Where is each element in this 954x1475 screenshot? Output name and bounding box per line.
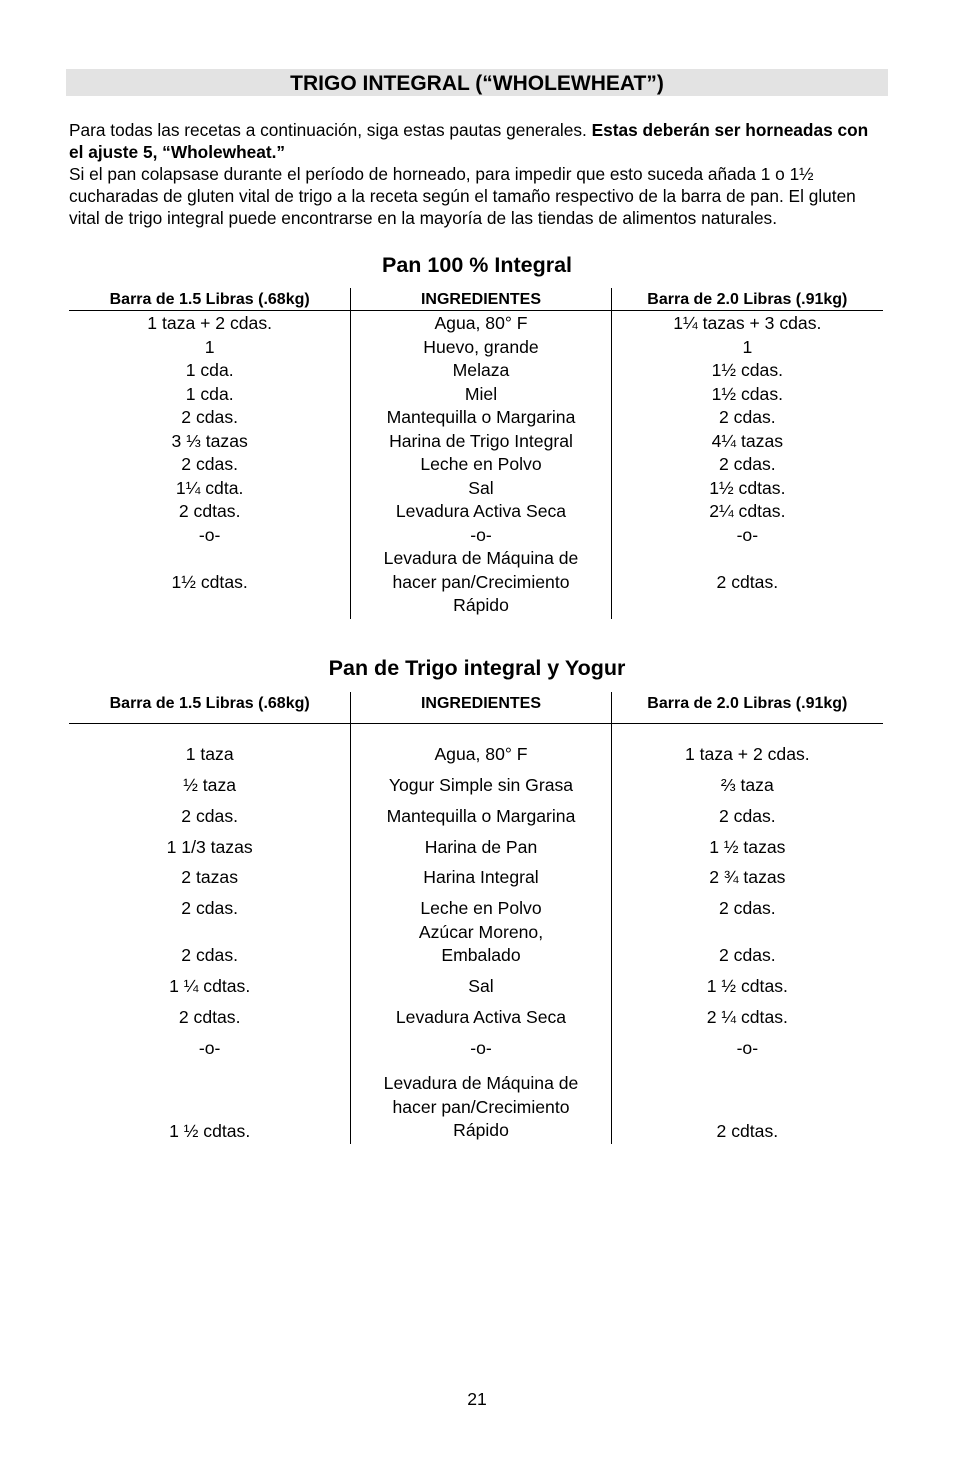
amount-cell: 1 xyxy=(204,336,215,357)
amount-cell: 2 ¼ cdtas. xyxy=(706,1006,788,1027)
amount-cell: -o- xyxy=(198,524,221,545)
amount-cell: ⅔ taza xyxy=(720,775,774,796)
recipe-title-trigo-yogur: Pan de Trigo integral y Yogur xyxy=(328,656,626,680)
ingredient-cell: Miel xyxy=(464,383,498,404)
intro-paragraph-2: Si el pan colapsase durante el período de horneado, para impedir que esto suceda añada 1 o 1½ cucharadas de gluten vital de trigo a la receta según el tamaño respectivo de la barra de pan. El gluten vital de trigo integral puede encontrarse en la mayoría de las tiendas de alimentos naturales. xyxy=(69,164,856,228)
intro-text xyxy=(69,119,884,229)
amount-cell: 1 ½ tazas xyxy=(709,836,786,857)
column-1-5-lb xyxy=(69,724,350,1144)
table-body xyxy=(69,311,883,619)
amount-cell: 2 cdas. xyxy=(181,454,239,474)
amount-text: 1½ cdtas. xyxy=(171,571,248,592)
amount-cell: 1 taza + 2 cdas. xyxy=(684,744,810,765)
recipe-title-100-integral: Pan 100 % Integral xyxy=(382,253,572,277)
amount-cell: ½ taza xyxy=(183,775,237,796)
ingredient-cell: Mantequilla o Margarina xyxy=(386,805,576,826)
amount-cell: 2 cdas. xyxy=(718,805,776,826)
amount-cell: 1 taza + 2 cdas. xyxy=(147,313,272,333)
amount-cell: -o- xyxy=(736,524,759,545)
amount-text: 2 cdtas. xyxy=(716,571,779,592)
amount-cell: 2 cdas. xyxy=(181,945,239,966)
header-2-0-lb: Barra de 2.0 Libras (.91kg) xyxy=(611,692,883,723)
column-1-5-lb xyxy=(69,311,350,619)
amount-cell: 2 cdas. xyxy=(181,898,239,919)
amount-cell: 4¼ tazas xyxy=(711,430,784,451)
amount-cell: 1 ¼ cdtas. xyxy=(169,976,251,997)
recipe-table-trigo-yogur xyxy=(69,692,883,1144)
ingredient-cell: Azúcar Moreno, Embalado xyxy=(418,921,544,966)
header-ingredients: INGREDIENTES xyxy=(350,692,610,723)
amount-cell: 1½ cdas. xyxy=(711,360,784,380)
amount-cell: 2 cdas. xyxy=(181,805,239,826)
section-title: TRIGO INTEGRAL (“WHOLEWHEAT”) xyxy=(66,69,888,96)
amount-cell xyxy=(69,547,350,618)
amount-cell: 1 ½ cdtas. xyxy=(169,1120,251,1141)
amount-cell: -o- xyxy=(736,1037,759,1058)
amount-cell: 1 xyxy=(742,336,753,357)
amount-cell: 2 cdtas. xyxy=(716,1120,779,1141)
intro-bold-instruction: Estas deberán ser horneadas con el ajuste 5, “Wholewheat.” xyxy=(69,120,869,162)
header-2-0-lb: Barra de 2.0 Libras (.91kg) xyxy=(611,288,883,310)
ingredient-cell: Harina de Trigo Integral xyxy=(389,430,573,451)
intro-paragraph-1 xyxy=(69,119,884,163)
amount-cell: 2 cdas. xyxy=(718,407,776,427)
amount-cell: 2 cdas. xyxy=(718,454,776,474)
ingredient-cell: Levadura de Máquina de hacer pan/Crecimiento Rápido xyxy=(383,548,579,615)
amount-cell: 2 cdtas. xyxy=(178,1006,241,1027)
amount-cell: 1 cda. xyxy=(185,360,234,380)
ingredient-cell: Harina de Pan xyxy=(424,836,538,857)
page-number: 21 xyxy=(467,1389,487,1409)
table-header xyxy=(69,692,883,724)
column-ingredients xyxy=(350,724,610,1144)
ingredient-cell: Huevo, grande xyxy=(423,336,539,357)
table-header xyxy=(69,288,883,311)
ingredient-cell: Leche en Polvo xyxy=(420,898,542,919)
amount-cell: 2 cdtas. xyxy=(178,501,241,521)
amount-cell: 2 tazas xyxy=(181,867,239,888)
amount-cell: 3 ⅓ tazas xyxy=(171,430,248,451)
table-body xyxy=(69,724,883,1144)
amount-cell: 1½ cdas. xyxy=(711,383,784,404)
amount-cell: 2 ¾ tazas xyxy=(709,867,786,888)
amount-cell: 1¼ tazas + 3 cdas. xyxy=(673,313,822,333)
ingredient-cell: Sal xyxy=(468,477,494,498)
ingredient-cell: Leche en Polvo xyxy=(420,454,542,474)
ingredient-cell: Agua, 80° F xyxy=(434,313,528,333)
ingredient-cell: Sal xyxy=(468,976,494,997)
amount-cell: -o- xyxy=(198,1037,221,1058)
amount-cell: 1 cda. xyxy=(185,383,234,404)
header-1-5-lb: Barra de 1.5 Libras (.68kg) xyxy=(109,291,310,308)
amount-cell: 1½ cdtas. xyxy=(709,477,786,498)
amount-cell: 2 cdas. xyxy=(718,945,776,966)
column-2-0-lb xyxy=(611,724,883,1144)
amount-cell: 1 1/3 tazas xyxy=(166,836,253,857)
amount-cell: 2 cdas. xyxy=(181,407,239,427)
amount-cell: 2 cdas. xyxy=(718,898,776,919)
ingredient-cell: Levadura de Máquina de hacer pan/Crecimiento Rápido xyxy=(383,1073,579,1141)
column-ingredients xyxy=(350,311,610,619)
ingredient-cell: -o- xyxy=(470,1037,492,1058)
header-ingredients: INGREDIENTES xyxy=(350,288,610,310)
intro-regular-text: Para todas las recetas a continuación, siga estas pautas generales. xyxy=(69,120,592,140)
ingredient-cell: Levadura Activa Seca xyxy=(395,1006,567,1027)
amount-cell: 1 taza xyxy=(185,744,234,765)
amount-cell xyxy=(612,547,883,618)
ingredient-cell: Levadura Activa Seca xyxy=(395,501,567,521)
ingredient-cell: Harina Integral xyxy=(423,867,539,888)
ingredient-cell: Yogur Simple sin Grasa xyxy=(388,775,574,796)
ingredient-cell: Melaza xyxy=(452,360,510,380)
amount-cell: 1 ½ cdtas. xyxy=(706,976,788,997)
header-1-5-lb: Barra de 1.5 Libras (.68kg) xyxy=(109,695,310,712)
amount-cell: 1¼ cdta. xyxy=(175,477,244,498)
recipe-table-100-integral xyxy=(69,288,883,619)
ingredient-cell: Mantequilla o Margarina xyxy=(386,407,576,427)
amount-cell: 2¼ cdtas. xyxy=(709,501,786,521)
ingredient-cell: -o- xyxy=(470,524,492,545)
ingredient-cell: Agua, 80° F xyxy=(434,744,528,765)
column-2-0-lb xyxy=(611,311,883,619)
